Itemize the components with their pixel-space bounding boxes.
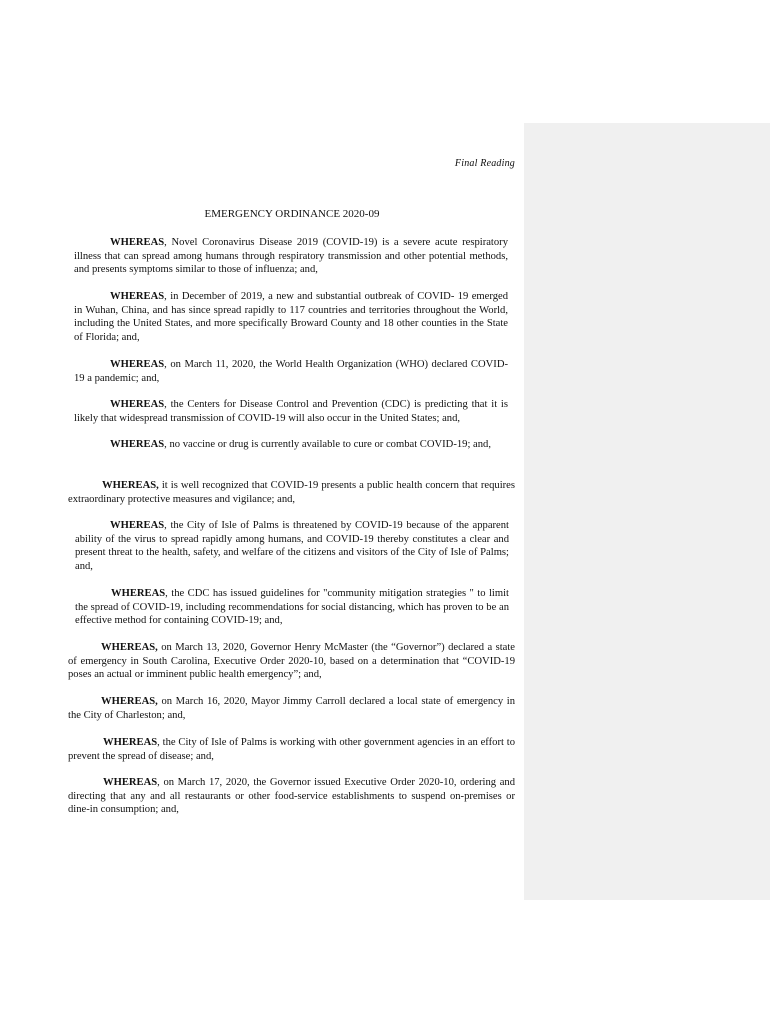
whereas-lead: WHEREAS [110,291,165,302]
paragraph-text: , on March 11, 2020, the World Health Organization (WHO) declared COVID-19 a pandemic; and, [74,359,508,384]
whereas-paragraph [74,438,508,452]
whereas-paragraph [74,398,508,425]
paragraph-text: , no vaccine or drug is currently available to cure or combat COVID-19; and, [164,439,491,450]
paragraph-text: on March 13, 2020, Governor Henry McMaster (the “Governor”) declared a state of emergency in South Carolina, Executive Order 2020-10, based on a determination that “COVID-19 poses an actual or imminent public health emergency”; and, [68,642,515,681]
paragraph-text: , in December of 2019, a new and substantial outbreak of COVID- 19 emerged in Wuhan, China, and has since spread rapidly to 117 countries and territories throughout the World, including the United States, and more specifically Broward County and 18 other counties in the State of Florida; and, [74,291,508,343]
whereas-lead: WHEREAS [110,520,165,531]
whereas-lead: WHEREAS, [101,642,158,653]
whereas-lead: WHEREAS [110,237,165,248]
whereas-paragraph [74,358,508,385]
whereas-paragraph [74,290,508,344]
whereas-lead: WHEREAS [111,588,166,599]
whereas-paragraph [68,641,515,682]
whereas-lead: WHEREAS [110,439,165,450]
whereas-paragraph [68,776,515,817]
whereas-paragraph [75,519,509,573]
whereas-lead: WHEREAS [103,737,158,748]
paragraph-text: , the City of Isle of Palms is working with other government agencies in an effort to prevent the spread of disease; and, [68,737,515,762]
ordinance-title: EMERGENCY ORDINANCE 2020-09 [204,208,380,220]
whereas-lead: WHEREAS [103,777,158,788]
whereas-paragraph [75,587,509,628]
comment-pane [524,123,770,900]
paragraph-text: , Novel Coronavirus Disease 2019 (COVID-19) is a severe acute respiratory illness that can spread among humans through respiratory transmission and other potential methods, and presents symptoms similar to those of influenza; and, [74,237,508,276]
whereas-lead: WHEREAS [110,399,165,410]
page-header: Final Reading [454,158,515,169]
paragraph-text: , the CDC has issued guidelines for "community mitigation strategies " to limit the spread of COVID-19, including recommendations for social distancing, which has proven to be an effective method for containing COVID-19; and, [75,588,509,627]
whereas-paragraph [68,479,515,506]
whereas-paragraph [74,236,508,277]
whereas-lead: WHEREAS, [102,480,159,491]
paragraph-text: on March 16, 2020, Mayor Jimmy Carroll declared a local state of emergency in the City of Charleston; and, [68,696,515,721]
whereas-paragraph [68,736,515,763]
paragraph-text: , the City of Isle of Palms is threatened by COVID-19 because of the apparent ability of the virus to spread rapidly among humans, and COVID-19 thereby constitutes a clear and present threat to the health, safety, and welfare of the citizens and visitors of the City of Isle of Palms; and, [75,520,509,572]
paragraph-text: it is well recognized that COVID-19 presents a public health concern that requires extraordinary protective measures and vigilance; and, [68,480,515,505]
paragraph-text: , on March 17, 2020, the Governor issued Executive Order 2020-10, ordering and directing that any and all restaurants or other food-service establishments to suspend on-premises or dine-in consumption; and, [68,777,515,816]
whereas-paragraph [68,695,515,722]
whereas-lead: WHEREAS, [101,696,158,707]
whereas-lead: WHEREAS [110,359,165,370]
paragraph-text: , the Centers for Disease Control and Prevention (CDC) is predicting that it is likely that widespread transmission of COVID-19 will also occur in the United States; and, [74,399,508,424]
